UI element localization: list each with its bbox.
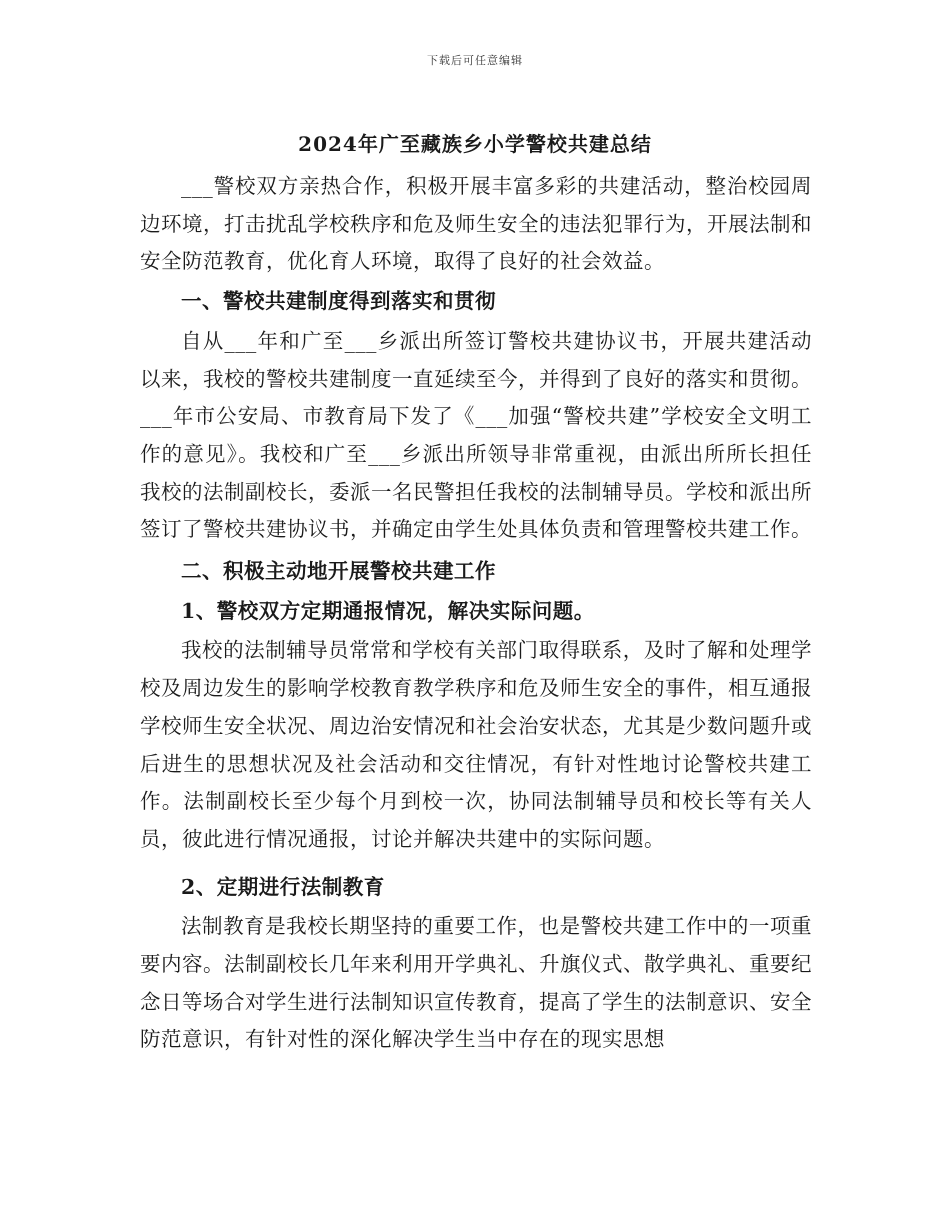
subsection-2-paragraph: 法制教育是我校长期坚持的重要工作，也是警校共建工作中的一项重要内容。法制副校长几年来利用开学典礼、升旗仪式、散学典礼、重要纪念日等场合对学生进行法制知识宣传教育，提高了学生的法制意识、安全防范意识，有针对性的深化解决学生当中存在的现实思想: [140, 914, 812, 1052]
page-header-note: 下载后可任意编辑: [427, 54, 523, 67]
subsection-2-heading: 2、定期进行法制教育: [181, 874, 385, 899]
section-2-heading: 二、积极主动地开展警校共建工作: [181, 559, 496, 584]
document-body: [140, 168, 812, 1059]
section-1-paragraph: 自从___年和广至___乡派出所签订警校共建协议书，开展共建活动以来，我校的警校共建制度一直延续至今，并得到了良好的落实和贯彻。___年市公安局、市教育局下发了《___加强“警校共建”学校安全文明工作的意见》。我校和广至___乡派出所领导非常重视，由派出所所长担任我校的法制副校长，委派一名民警担任我校的法制辅导员。学校和派出所签订了警校共建协议书，并确定由学生处具体负责和管理警校共建工作。: [140, 328, 812, 542]
document-title: 2024年广至藏族乡小学警校共建总结: [298, 132, 652, 156]
intro-paragraph: ___警校双方亲热合作，积极开展丰富多彩的共建活动，整治校园周边环境，打击扰乱学校秩序和危及师生安全的违法犯罪行为，开展法制和安全防范教育，优化育人环境，取得了良好的社会效益。: [140, 174, 812, 274]
subsection-1-paragraph: 我校的法制辅导员常常和学校有关部门取得联系，及时了解和处理学校及周边发生的影响学校教育教学秩序和危及师生安全的事件，相互通报学校师生安全状况、周边治安情况和社会治安状态，尤其是少数问题升或后进生的思想状况及社会活动和交往情况，有针对性地讨论警校共建工作。法制副校长至少每个月到校一次，协同法制辅导员和校长等有关人员，彼此进行情况通报，讨论并解决共建中的实际问题。: [140, 638, 812, 851]
subsection-1-heading: 1、警校双方定期通报情况，解决实际问题。: [181, 598, 595, 623]
section-1-heading: 一、警校共建制度得到落实和贯彻: [181, 289, 496, 314]
